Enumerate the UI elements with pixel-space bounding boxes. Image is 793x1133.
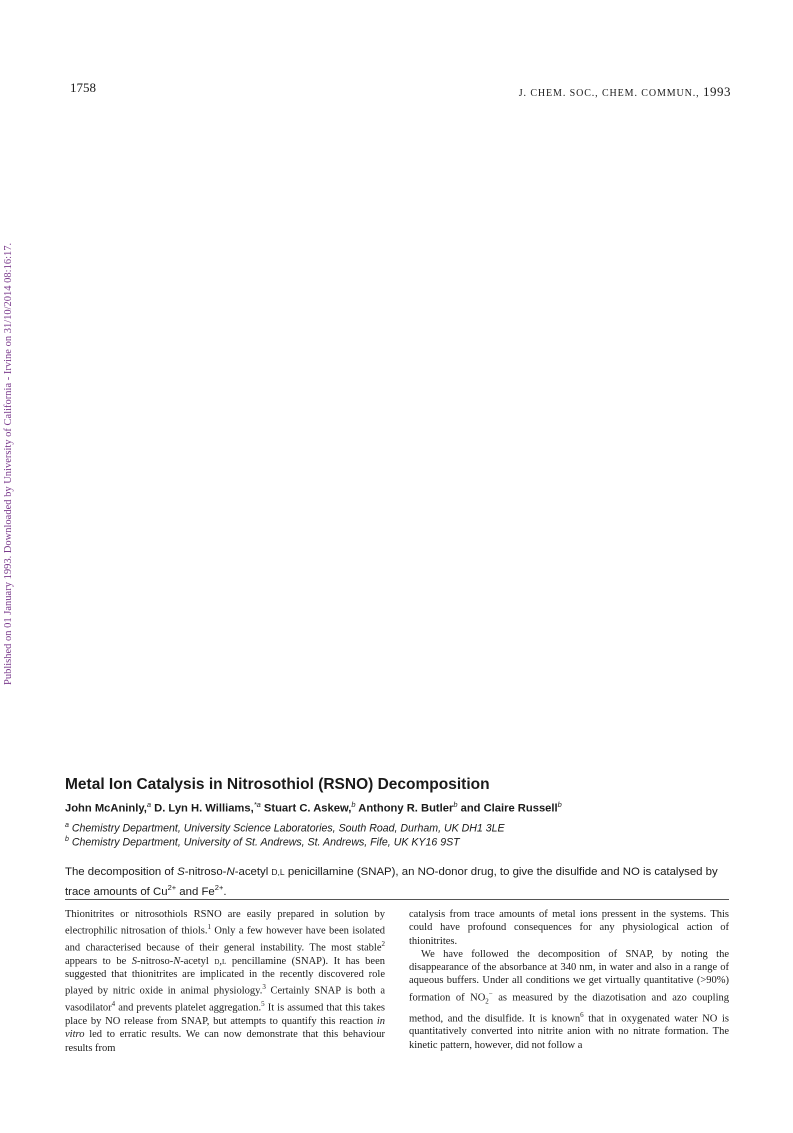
author-name: Anthony R. Butler	[358, 802, 454, 815]
author-mark: b	[557, 800, 562, 809]
journal-year: 1993	[703, 84, 731, 99]
abstract: The decomposition of S-nitroso-N-acetyl D,L penicillamine (SNAP), an NO-donor drug, to give the disulfide and NO is catalysed by trace amounts of $Cu^{2+}$ and $Fe^{2+}$.	[65, 866, 718, 898]
article-title: Metal Ion Catalysis in Nitrosothiol (RSNO) Decomposition	[65, 776, 490, 793]
author-list	[65, 800, 562, 815]
author-mark: a	[146, 800, 152, 809]
body-paragraph: Thionitrites or nitrosothiols RSNO are easily prepared in solution by electrophilic nitrosation of thiols.$^1$ Only a few however have been isolated and characterised because of their general instability. The most stable$^2$ appears to be S-nitroso-N-acetyl d,l pencillamine (SNAP). It has been suggested that thionitrites are implicated in the recently discovered role played by nitric oxide in animal physiology.$^3$ Certainly SNAP is both a vasodilator$^4$ and prevents platelet aggregation.$^5$ It is assumed that this takes place by NO release from SNAP, but attempts to quantify this reaction in vitro led to erratic results. We can now demonstrate that this behaviour results from	[65, 909, 386, 1054]
body-column-left	[65, 908, 385, 1055]
journal-header	[519, 84, 731, 100]
affiliation-mark: b	[65, 836, 69, 843]
author-mark: b	[351, 800, 356, 809]
author-name: John McAninly,	[65, 802, 147, 815]
body-column-right	[409, 908, 729, 1052]
reference-mark[interactable]: 3	[262, 983, 266, 992]
reference-mark[interactable]: 5	[261, 1000, 265, 1009]
author-name: D. Lyn H. Williams,	[154, 802, 254, 815]
reference-mark[interactable]: 6	[580, 1010, 584, 1019]
journal-name: J. CHEM. SOC., CHEM. COMMUN.,	[518, 88, 700, 99]
page-number: 1758	[70, 80, 96, 95]
download-notice[interactable]: Published on 01 January 1993. Downloaded by University of California - Irvine on 31/10/2014 08:16:17.	[3, 242, 14, 685]
author-name: and Claire Russell	[460, 802, 558, 815]
author-mark: *a	[253, 800, 261, 809]
affiliation-mark: a	[65, 822, 69, 829]
author-mark: b	[453, 800, 458, 809]
affiliation	[65, 822, 505, 835]
affiliation-text: Chemistry Department, University of St. Andrews, St. Andrews, Fife, UK KY16 9ST	[71, 836, 460, 849]
section-divider	[65, 899, 729, 900]
body-paragraph: catalysis from trace amounts of metal ions pressent in the systems. This could have profound consequences for any physiological action of thionitrites.	[409, 909, 729, 947]
affiliation	[65, 836, 460, 849]
reference-mark[interactable]: 4	[111, 1000, 116, 1009]
body-paragraph: We have followed the decomposition of SNAP, by noting the disappearance of the absorbance at 340 nm, in water and also in a range of aqueous buffers. Under all conditions we get virtually quantitative (>90%) formation of $NO_2^-$ as measured by the diazotisation and azo coupling method, and the disulfide. It is known$^6$ that in oxygenated water NO is quantitatively converted into nitrite anion with no nitrate formation. The kinetic pattern, however, did not follow a	[409, 948, 729, 1051]
author-name: Stuart C. Askew,	[263, 802, 352, 815]
reference-mark[interactable]: 2	[381, 940, 385, 949]
affiliation-text: Chemistry Department, University Science Laboratories, South Road, Durham, UK DH1 3LE	[71, 822, 505, 835]
reference-mark[interactable]: 1	[207, 923, 211, 932]
